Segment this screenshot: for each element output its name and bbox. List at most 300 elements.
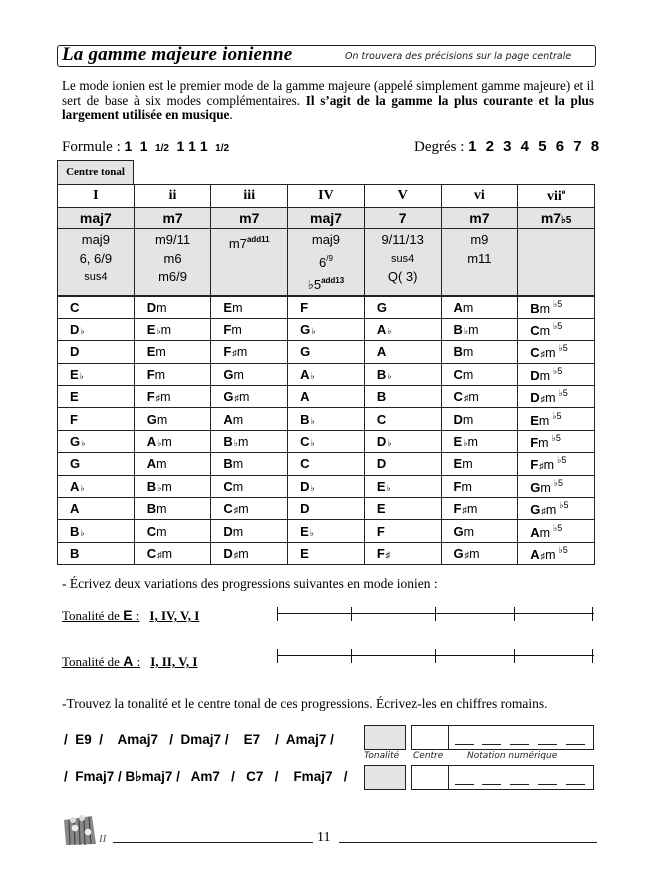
sharp-sign: ♯ bbox=[540, 394, 546, 405]
extension: sus4 bbox=[84, 271, 108, 283]
chord-table bbox=[57, 184, 595, 565]
chord-cell bbox=[211, 453, 288, 475]
chord-cell bbox=[134, 475, 211, 497]
chord-cell bbox=[364, 520, 441, 542]
extension: sus4 bbox=[391, 252, 415, 265]
exercise2-instruction: -Trouvez la tonalité et le centre tonal de ces progressions. Écrivez-les en chiffres romains. bbox=[62, 696, 548, 711]
chord-root: C bbox=[300, 434, 310, 450]
chord-cell bbox=[288, 430, 365, 452]
chord-cell bbox=[364, 453, 441, 475]
roman-numeral: IV bbox=[288, 185, 365, 208]
chord-root: B bbox=[530, 300, 540, 316]
chord-type: m7 bbox=[134, 208, 211, 229]
chord-root: A bbox=[453, 299, 463, 315]
minor-suffix: m bbox=[545, 547, 556, 562]
answer-blank bbox=[538, 744, 557, 745]
chord-root: C bbox=[530, 345, 540, 361]
tonalite-field[interactable] bbox=[364, 725, 406, 750]
flat5-sup: ♭5 bbox=[553, 365, 563, 376]
exercise1-line-A bbox=[62, 653, 197, 670]
minor-suffix: m bbox=[161, 435, 172, 450]
chord-cell bbox=[134, 296, 211, 319]
formula-step: 1 1 1 bbox=[176, 138, 208, 154]
chord-cell bbox=[364, 296, 441, 319]
chord-cell bbox=[518, 453, 595, 475]
chord-cell bbox=[441, 386, 518, 408]
flat-sign: ♭ bbox=[310, 415, 315, 426]
label-notation: Notation numérique bbox=[467, 751, 558, 761]
chord-cell bbox=[288, 408, 365, 430]
chord-root: A bbox=[376, 322, 387, 338]
chord-cell bbox=[441, 498, 518, 520]
minor-suffix: m bbox=[154, 367, 166, 382]
minor-suffix: m bbox=[466, 502, 478, 517]
chord-cell bbox=[364, 542, 441, 564]
chord-cell bbox=[288, 498, 365, 520]
bar-line bbox=[514, 607, 515, 621]
tonal-prefix: Tonalité de bbox=[62, 608, 124, 623]
chord-root: B bbox=[453, 322, 463, 338]
chord-root: F bbox=[530, 435, 539, 451]
chord-root: D bbox=[223, 545, 233, 561]
flat5-sup: ♭5 bbox=[558, 343, 568, 354]
flat-sign: ♭ bbox=[463, 438, 468, 449]
chord-root: C bbox=[453, 389, 463, 405]
sharp-sign: ♯ bbox=[157, 549, 162, 560]
chord-root: D bbox=[70, 322, 80, 338]
chord-root: D bbox=[530, 390, 540, 406]
chord-root: E bbox=[146, 344, 156, 360]
chord-type: m7 bbox=[211, 208, 288, 229]
chord-cell bbox=[518, 430, 595, 452]
chord-root: E bbox=[376, 478, 386, 494]
chord-cell bbox=[211, 475, 288, 497]
chord-cell bbox=[211, 498, 288, 520]
notation-field[interactable] bbox=[448, 725, 594, 750]
chord-cell bbox=[441, 363, 518, 385]
chord-root: F bbox=[146, 366, 155, 382]
extensions-ii bbox=[134, 229, 211, 296]
formula-step: 1 bbox=[139, 138, 148, 154]
minor-suffix: m bbox=[239, 390, 250, 405]
chord-type: m7 bbox=[441, 208, 518, 229]
chord-root: C bbox=[223, 478, 233, 494]
key-rows bbox=[58, 296, 595, 565]
chord-cell bbox=[211, 296, 288, 319]
sharp-sign: ♯ bbox=[541, 506, 546, 517]
extension bbox=[211, 231, 287, 254]
chord-root: E bbox=[146, 322, 156, 338]
chord-cell bbox=[441, 408, 518, 430]
chord-cell bbox=[134, 408, 211, 430]
chord-cell bbox=[211, 408, 288, 430]
chord-cell bbox=[288, 520, 365, 542]
chord-root: G bbox=[70, 456, 81, 472]
flat5-sup: ♭5 bbox=[553, 522, 563, 533]
chord-root: C bbox=[146, 545, 157, 561]
extensions-V bbox=[364, 229, 441, 296]
extension: maj9 bbox=[311, 232, 341, 247]
chord-root: F bbox=[223, 344, 232, 360]
minor-suffix: m bbox=[467, 435, 478, 450]
key-row bbox=[58, 318, 595, 340]
chord-cell bbox=[211, 430, 288, 452]
chord-root: E bbox=[453, 456, 463, 472]
chord-root: E bbox=[300, 523, 309, 539]
formula-label: Formule : bbox=[62, 139, 125, 155]
chord-cell bbox=[58, 296, 135, 319]
chord-root: D bbox=[300, 501, 310, 517]
flat-sign: ♭ bbox=[80, 482, 85, 493]
flat-sign: ♭ bbox=[310, 438, 315, 449]
chord-root: D bbox=[300, 478, 310, 494]
chord-cell bbox=[211, 341, 288, 363]
chord-cell bbox=[134, 542, 211, 564]
chord-root: C bbox=[146, 523, 157, 539]
chord-root: D bbox=[146, 299, 157, 315]
exercise1-line-E bbox=[62, 607, 199, 624]
notation-field[interactable] bbox=[448, 765, 594, 790]
roman-numeral: V bbox=[364, 185, 441, 208]
chord-cell bbox=[364, 408, 441, 430]
flat5-sup: ♭5 bbox=[559, 500, 569, 511]
extension: m9/11 bbox=[154, 232, 191, 247]
sharp-sign: ♯ bbox=[540, 550, 546, 561]
chord-type-vii bbox=[518, 208, 595, 229]
chord-cell bbox=[58, 520, 135, 542]
degrees bbox=[414, 138, 602, 156]
chord-cell bbox=[58, 475, 135, 497]
chord-cell bbox=[441, 542, 518, 564]
minor-suffix: m bbox=[232, 412, 244, 427]
chord-cell bbox=[288, 363, 365, 385]
chord-type: 7 bbox=[364, 208, 441, 229]
key-row bbox=[58, 296, 595, 319]
answer-box-2 bbox=[364, 765, 594, 790]
flat5-sup: ♭5 bbox=[553, 298, 563, 309]
chord-root: B bbox=[146, 478, 157, 494]
extension: 9/11/13 bbox=[381, 232, 424, 247]
extension-base: 6 bbox=[319, 254, 327, 270]
chord-cell bbox=[364, 363, 441, 385]
flat-sign: ♭ bbox=[80, 527, 85, 538]
formula-step: 1/2 bbox=[215, 143, 230, 154]
chord-cell bbox=[518, 542, 595, 564]
extension-base: ♭5 bbox=[307, 277, 322, 292]
chord-cell bbox=[134, 363, 211, 385]
chord-cell bbox=[518, 520, 595, 542]
extension-sup: add11 bbox=[246, 235, 270, 244]
chord-root: G bbox=[530, 479, 541, 495]
chord-cell bbox=[134, 386, 211, 408]
roman-text: vii bbox=[546, 188, 562, 204]
progression-1: / E9 / Amaj7 / Dmaj7 / E7 / Amaj7 / bbox=[64, 732, 334, 747]
answer-blank bbox=[482, 784, 501, 785]
chord-root: D bbox=[70, 344, 80, 360]
minor-suffix: m bbox=[539, 324, 551, 339]
chord-root: A bbox=[530, 524, 540, 540]
sharp-sign: ♯ bbox=[463, 393, 469, 404]
roman-numeral: ii bbox=[134, 185, 211, 208]
tonal-progression: I, IV, V, I bbox=[149, 608, 200, 623]
label-centre: Centre bbox=[413, 751, 444, 761]
centre-field[interactable] bbox=[411, 725, 449, 750]
flat5-sup: ♭5 bbox=[553, 321, 563, 332]
chord-root: F bbox=[300, 299, 309, 315]
exercise1-instruction: - Écrivez deux variations des progressions suivantes en mode ionien : bbox=[62, 576, 438, 591]
chord-cell bbox=[518, 498, 595, 520]
minor-suffix: m bbox=[539, 368, 551, 383]
bar-line bbox=[435, 607, 436, 621]
flat-sign: ♭ bbox=[463, 326, 469, 337]
minor-suffix: m bbox=[540, 480, 551, 495]
chord-root: F bbox=[223, 322, 232, 338]
chord-cell bbox=[288, 318, 365, 340]
minor-suffix: m bbox=[232, 457, 244, 472]
extension: m9 bbox=[470, 232, 489, 247]
degrees-label: Degrés : bbox=[414, 139, 469, 155]
minor-suffix: m bbox=[539, 301, 551, 316]
answer-blank bbox=[455, 744, 474, 745]
chord-cell bbox=[518, 318, 595, 340]
chord-root: B bbox=[376, 366, 387, 382]
minor-suffix: m bbox=[232, 300, 243, 315]
flat-sign: ♭ bbox=[157, 438, 162, 449]
chord-root: C bbox=[530, 323, 540, 339]
page-title: La gamme majeure ionienne bbox=[62, 44, 293, 65]
chord-root: G bbox=[223, 389, 234, 405]
minor-suffix: m bbox=[238, 546, 249, 561]
answer-blank bbox=[566, 784, 585, 785]
flat-sign: ♭ bbox=[387, 438, 392, 449]
sharp-sign: ♯ bbox=[155, 393, 161, 404]
chord-cell bbox=[211, 363, 288, 385]
extensions-row bbox=[58, 229, 595, 296]
extensions-vi bbox=[441, 229, 518, 296]
formula-step: 1/2 bbox=[155, 143, 169, 154]
minor-suffix: m bbox=[232, 524, 244, 539]
chord-cell bbox=[364, 475, 441, 497]
chord-root: D bbox=[376, 456, 387, 472]
flat-sign: ♭ bbox=[310, 482, 315, 493]
chord-cell bbox=[364, 318, 441, 340]
key-row bbox=[58, 363, 595, 385]
extension: m6/9 bbox=[158, 269, 187, 284]
chord-cell bbox=[288, 386, 365, 408]
extensions-iii bbox=[211, 229, 288, 296]
piano-keys-logo-icon bbox=[62, 812, 98, 846]
flat-sign: ♭ bbox=[310, 370, 315, 381]
chord-cell bbox=[288, 453, 365, 475]
chord-root: G bbox=[300, 344, 311, 360]
header-note: On trouvera des précisions sur la page centrale bbox=[345, 51, 572, 62]
answer-blank bbox=[510, 744, 529, 745]
chord-cell bbox=[211, 386, 288, 408]
chord-root: G bbox=[453, 545, 464, 561]
label-tonalite: Tonalité bbox=[364, 751, 400, 761]
chord-root: D bbox=[223, 523, 233, 539]
chord-type-row bbox=[58, 208, 595, 229]
minor-suffix: m bbox=[462, 412, 474, 427]
minor-suffix: m bbox=[545, 346, 556, 361]
flat5-sup: ♭5 bbox=[557, 455, 567, 466]
chord-cell bbox=[58, 341, 135, 363]
progression-2: / Fmaj7 / B♭maj7 / Am7 / C7 / Fmaj7 / bbox=[64, 769, 348, 784]
chord-root: B bbox=[453, 344, 463, 360]
chord-root: A bbox=[223, 411, 233, 427]
minor-suffix: m bbox=[468, 390, 479, 405]
minor-suffix: m bbox=[538, 413, 550, 428]
extension bbox=[288, 250, 364, 273]
flat-sign: ♭ bbox=[311, 326, 316, 337]
chord-cell bbox=[364, 430, 441, 452]
chord-root: C bbox=[300, 456, 310, 472]
half-dim-symbol: ø bbox=[561, 187, 566, 196]
tonal-key: E bbox=[123, 607, 133, 623]
chord-root: A bbox=[70, 478, 80, 494]
chord-root: E bbox=[300, 545, 309, 561]
chord-cell bbox=[364, 386, 441, 408]
chord-root: E bbox=[453, 434, 463, 450]
chord-cell bbox=[288, 475, 365, 497]
sharp-sign: ♯ bbox=[232, 348, 237, 359]
centre-field[interactable] bbox=[411, 765, 449, 790]
answer-staff-1[interactable] bbox=[277, 607, 594, 621]
centre-tonal-label: Centre tonal bbox=[57, 160, 134, 185]
minor-suffix: m bbox=[236, 345, 248, 360]
extension: m11 bbox=[467, 250, 492, 266]
minor-suffix: m bbox=[161, 479, 172, 494]
minor-suffix: m bbox=[461, 479, 472, 494]
key-row bbox=[58, 341, 595, 363]
chord-cell bbox=[288, 296, 365, 319]
chord-cell bbox=[58, 386, 135, 408]
extensions-vii bbox=[518, 229, 595, 296]
chord-cell bbox=[518, 341, 595, 363]
chord-type: maj7 bbox=[58, 208, 135, 229]
footer-rule-left bbox=[113, 842, 313, 843]
roman-numeral-vii bbox=[518, 185, 595, 208]
answer-staff-2[interactable] bbox=[277, 649, 594, 663]
bar-line bbox=[351, 649, 352, 663]
tonalite-field[interactable] bbox=[364, 765, 406, 790]
minor-suffix: m bbox=[238, 435, 249, 450]
tonal-progression: I, II, V, I bbox=[150, 654, 198, 669]
minor-suffix: m bbox=[462, 367, 474, 382]
chord-cell bbox=[441, 453, 518, 475]
chord-root: B bbox=[300, 411, 310, 427]
chord-cell bbox=[518, 386, 595, 408]
tonal-sep: : bbox=[133, 654, 141, 669]
chord-root: C bbox=[376, 411, 387, 427]
chord-cell bbox=[364, 498, 441, 520]
chord-cell bbox=[134, 341, 211, 363]
chord-cell bbox=[58, 408, 135, 430]
flat-sign: ♭ bbox=[387, 370, 392, 381]
chord-root: A bbox=[70, 501, 80, 517]
chord-cell bbox=[134, 498, 211, 520]
chord-root: B bbox=[146, 501, 157, 517]
chord-root: D bbox=[530, 367, 540, 383]
sharp-sign: ♯ bbox=[233, 505, 239, 516]
minor-suffix: m bbox=[156, 502, 167, 517]
answer-blank bbox=[566, 744, 585, 745]
chord-root: A bbox=[376, 344, 387, 360]
chord-root: B bbox=[70, 523, 80, 539]
chord-cell bbox=[211, 520, 288, 542]
sharp-sign: ♯ bbox=[539, 461, 544, 472]
chord-root: F bbox=[146, 389, 155, 405]
flat5-sup: ♭5 bbox=[552, 410, 562, 421]
chord-cell bbox=[441, 318, 518, 340]
sharp-sign: ♯ bbox=[464, 549, 470, 560]
minor-suffix: m bbox=[233, 367, 244, 382]
chord-root: A bbox=[300, 389, 310, 405]
chord-cell bbox=[211, 318, 288, 340]
extension-base: m7 bbox=[228, 236, 247, 251]
chord-root: D bbox=[453, 411, 463, 427]
minor-suffix: m bbox=[545, 391, 556, 406]
minor-suffix: m bbox=[539, 525, 551, 540]
chord-root: B bbox=[223, 434, 233, 450]
extension bbox=[288, 272, 364, 295]
minor-suffix: m bbox=[160, 323, 172, 338]
intro-end: . bbox=[229, 107, 233, 122]
page-number: 11 bbox=[317, 830, 331, 845]
minor-suffix: m bbox=[462, 345, 474, 360]
minor-suffix: m bbox=[543, 458, 555, 473]
chord-root: E bbox=[223, 299, 233, 315]
chord-cell bbox=[441, 296, 518, 319]
minor-suffix: m bbox=[462, 300, 474, 315]
minor-suffix: m bbox=[160, 390, 171, 405]
chord-root: A bbox=[300, 366, 310, 382]
chord-cell bbox=[58, 453, 135, 475]
roman-numeral: vi bbox=[441, 185, 518, 208]
chord-root: E bbox=[70, 366, 79, 382]
chord-cell bbox=[58, 318, 135, 340]
chord-root: C bbox=[453, 366, 463, 382]
minor-suffix: m bbox=[232, 479, 244, 494]
key-row bbox=[58, 475, 595, 497]
flat5-sup: ♭5 bbox=[553, 477, 564, 488]
minor-suffix: m bbox=[468, 323, 479, 338]
chord-cell bbox=[441, 475, 518, 497]
chord-root: B bbox=[70, 545, 80, 561]
chord-root: G bbox=[223, 366, 234, 382]
sharp-sign: ♯ bbox=[540, 349, 546, 360]
chord-root: G bbox=[146, 411, 157, 427]
minor-suffix: m bbox=[231, 323, 242, 338]
chord-cell bbox=[518, 475, 595, 497]
roman-numeral: I bbox=[58, 185, 135, 208]
extension-sup: add13 bbox=[321, 276, 345, 285]
flat-sign: ♭ bbox=[309, 527, 315, 538]
footer-volume: II bbox=[99, 833, 107, 845]
footer-rule-right bbox=[339, 842, 597, 843]
chord-root: F bbox=[530, 457, 539, 473]
answer-blank bbox=[538, 784, 557, 785]
tonal-key: A bbox=[123, 653, 134, 669]
bar-line bbox=[351, 607, 352, 621]
chord-cell bbox=[441, 341, 518, 363]
chord-root: F bbox=[453, 478, 462, 494]
flat5-sup: ♭5 bbox=[558, 388, 568, 399]
flat-sign: ♭ bbox=[157, 482, 162, 493]
extensions-I bbox=[58, 229, 135, 296]
minor-suffix: m bbox=[156, 524, 167, 539]
extension: m6 bbox=[163, 250, 182, 266]
